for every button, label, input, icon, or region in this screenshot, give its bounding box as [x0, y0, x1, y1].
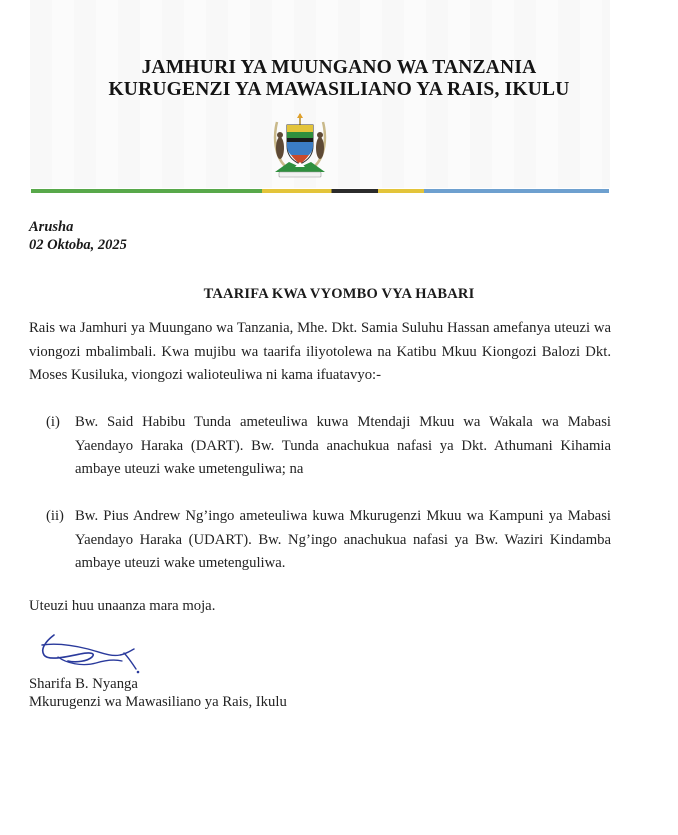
- list-item-number: (i): [46, 414, 60, 430]
- list-item-text: Bw. Said Habibu Tunda ameteuliwa kuwa Mtendaji Mkuu wa Wakala wa Mabasi Yaendayo Haraka (DART). Bw. Tunda anachukua nafasi ya Dkt. Athumani Kihamia ambaye uteuzi wake umetenguliwa; na: [75, 414, 611, 477]
- signer-name: Sharifa B. Nyanga: [29, 676, 138, 692]
- list-item-number: (ii): [46, 508, 64, 524]
- document-date: 02 Oktoba, 2025: [29, 237, 127, 253]
- letterhead-line-2: KURUGENZI YA MAWASILIANO YA RAIS, IKULU: [108, 79, 570, 100]
- closing-statement: Uteuzi huu unaanza mara moja.: [29, 598, 216, 614]
- letterhead-divider-rule: [31, 189, 609, 193]
- letterhead-line-1: JAMHURI YA MUUNGANO WA TANZANIA: [141, 57, 537, 78]
- document-title: TAARIFA KWA VYOMBO VYA HABARI: [203, 286, 475, 302]
- signer-title: Mkurugenzi wa Mawasiliano ya Rais, Ikulu: [29, 694, 287, 710]
- intro-paragraph: Rais wa Jamhuri ya Muungano wa Tanzania, Mhe. Dkt. Samia Suluhu Hassan amefanya uteuzi wa viongozi mbalimbali. Kwa mujibu wa taarifa iliyotolewa na Katibu Mkuu Kiongozi Balozi Dkt. Moses Kusiluka, viongozi walioteuliwa ni kama ifuatavyo:-: [29, 320, 611, 383]
- list-item-text: Bw. Pius Andrew Ng’ingo ameteuliwa kuwa Mkurugenzi Mkuu wa Kampuni ya Mabasi Yaendayo Haraka (UDART). Bw. Ng’ingo anachukua nafasi ya Bw. Waziri Kindamba ambaye uteuzi wake umetenguliwa.: [75, 508, 611, 571]
- document-place: Arusha: [29, 219, 74, 235]
- coat-of-arms-icon: [271, 112, 329, 178]
- signature-icon: [36, 627, 144, 677]
